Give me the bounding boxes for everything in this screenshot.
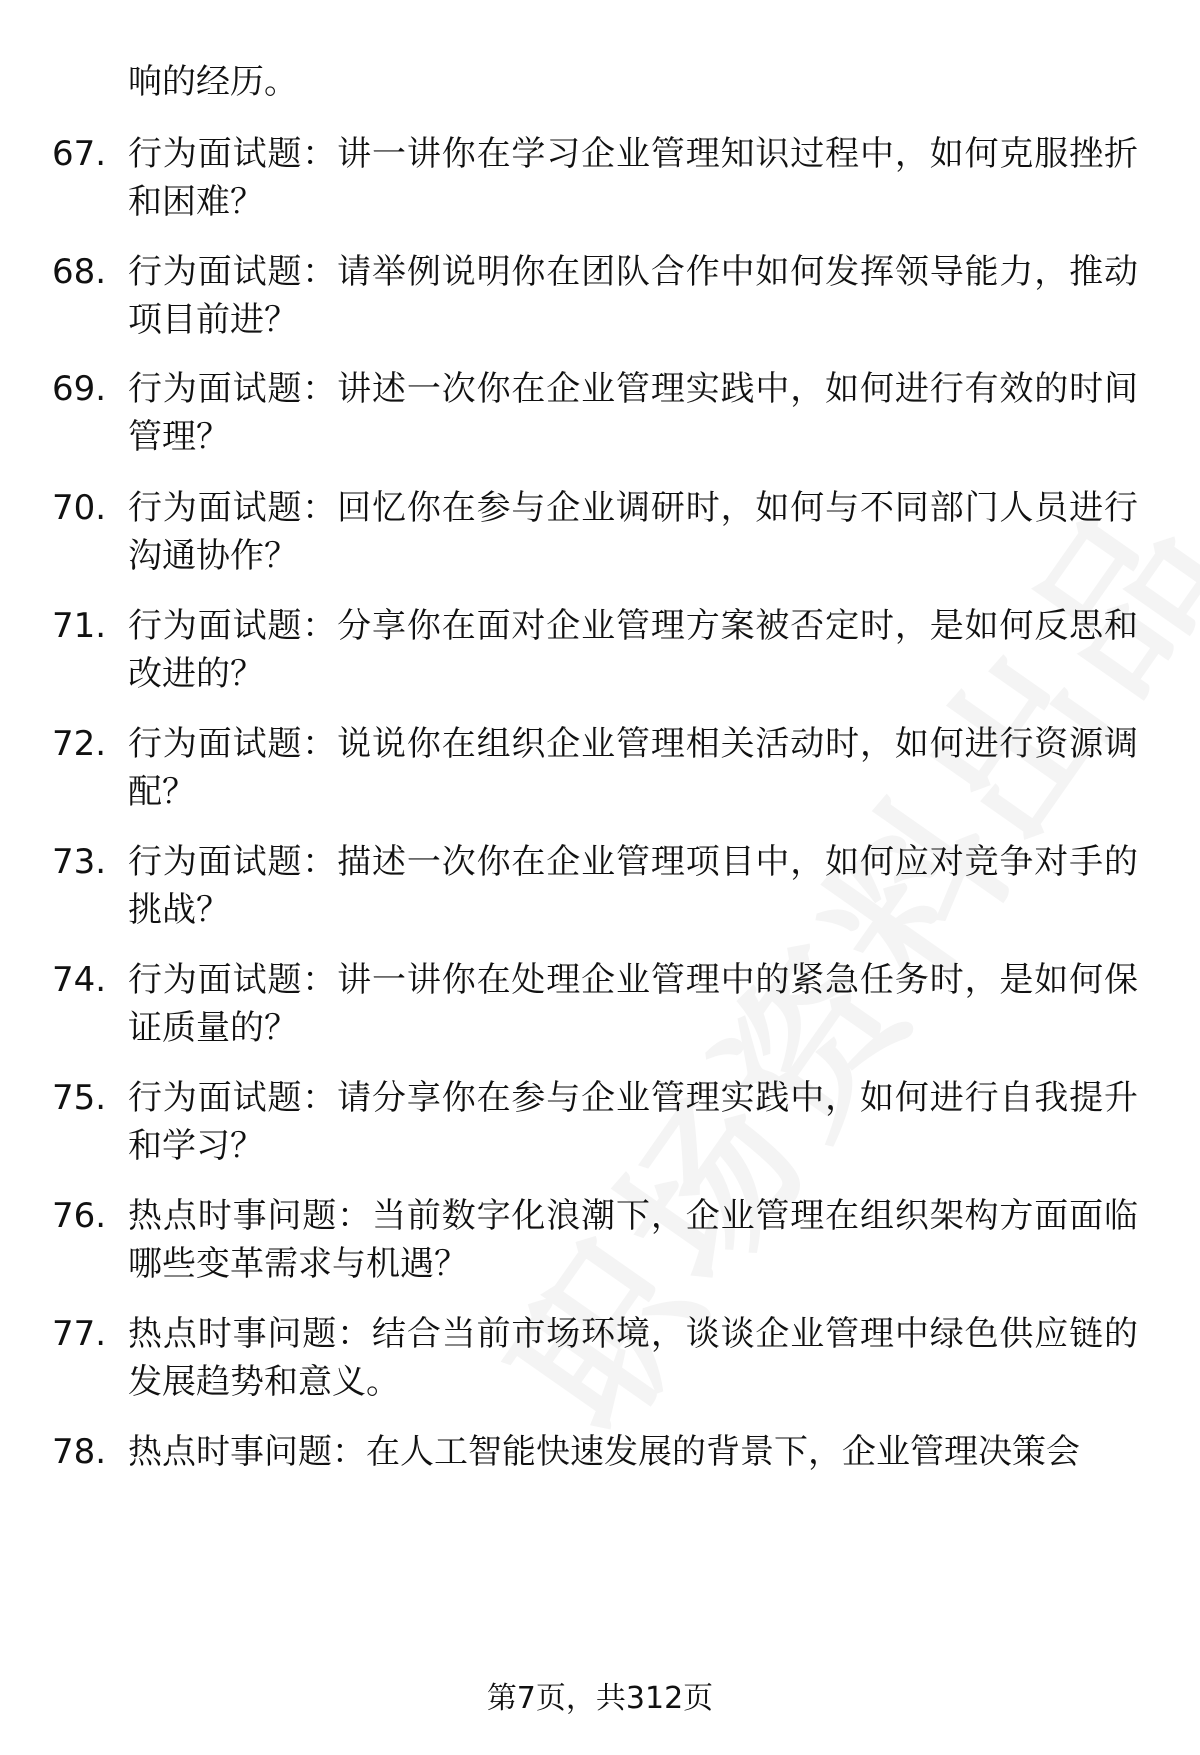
list-item	[52, 1192, 1152, 1288]
item-text: 热点时事问题：结合当前市场环境，谈谈企业管理中绿色供应链的发展趋势和意义。	[128, 1314, 1138, 1402]
item-text: 热点时事问题：当前数字化浪潮下，企业管理在组织架构方面面临哪些变革需求与机遇？	[128, 1196, 1138, 1284]
list-item	[52, 484, 1152, 580]
item-number: 77.	[52, 1314, 107, 1354]
item-text: 行为面试题：说说你在组织企业管理相关活动时，如何进行资源调配？	[128, 724, 1138, 812]
item-number: 68.	[52, 252, 107, 292]
item-text: 热点时事问题：在人工智能快速发展的背景下，企业管理决策会	[128, 1432, 1080, 1472]
item-number: 78.	[52, 1432, 107, 1472]
list-item	[52, 365, 1152, 461]
item-number: 76.	[52, 1196, 107, 1236]
item-number: 71.	[52, 606, 107, 646]
item-number: 69.	[52, 369, 107, 409]
item-text: 行为面试题：描述一次你在企业管理项目中，如何应对竞争对手的挑战？	[128, 842, 1138, 930]
list-item	[52, 602, 1152, 698]
item-number: 67.	[52, 134, 107, 174]
item-number: 73.	[52, 842, 107, 882]
item-text: 行为面试题：讲一讲你在学习企业管理知识过程中，如何克服挫折和困难？	[128, 134, 1138, 222]
item-text: 行为面试题：回忆你在参与企业调研时，如何与不同部门人员进行沟通协作？	[128, 488, 1138, 576]
item-number: 75.	[52, 1078, 107, 1118]
item-text: 行为面试题：请分享你在参与企业管理实践中，如何进行自我提升和学习？	[128, 1078, 1138, 1166]
list-item	[52, 248, 1152, 344]
item-text: 行为面试题：请举例说明你在团队合作中如何发挥领导能力，推动项目前进？	[128, 252, 1138, 340]
list-item	[52, 720, 1152, 816]
list-item	[52, 838, 1152, 934]
list-item	[52, 956, 1152, 1052]
item-number: 72.	[52, 724, 107, 764]
item-text: 行为面试题：讲述一次你在企业管理实践中，如何进行有效的时间管理？	[128, 369, 1138, 457]
item-number: 74.	[52, 960, 107, 1000]
continuation-text: 响的经历。	[128, 62, 298, 102]
list-item	[52, 1428, 1152, 1476]
item-text: 行为面试题：讲一讲你在处理企业管理中的紧急任务时，是如何保证质量的？	[128, 960, 1138, 1048]
item-number: 70.	[52, 488, 107, 528]
list-item	[52, 1074, 1152, 1170]
item-text: 行为面试题：分享你在面对企业管理方案被否定时，是如何反思和改进的？	[128, 606, 1138, 694]
page-footer: 第7页，共312页	[486, 1681, 714, 1716]
list-item	[52, 1310, 1152, 1406]
list-item	[52, 130, 1152, 226]
